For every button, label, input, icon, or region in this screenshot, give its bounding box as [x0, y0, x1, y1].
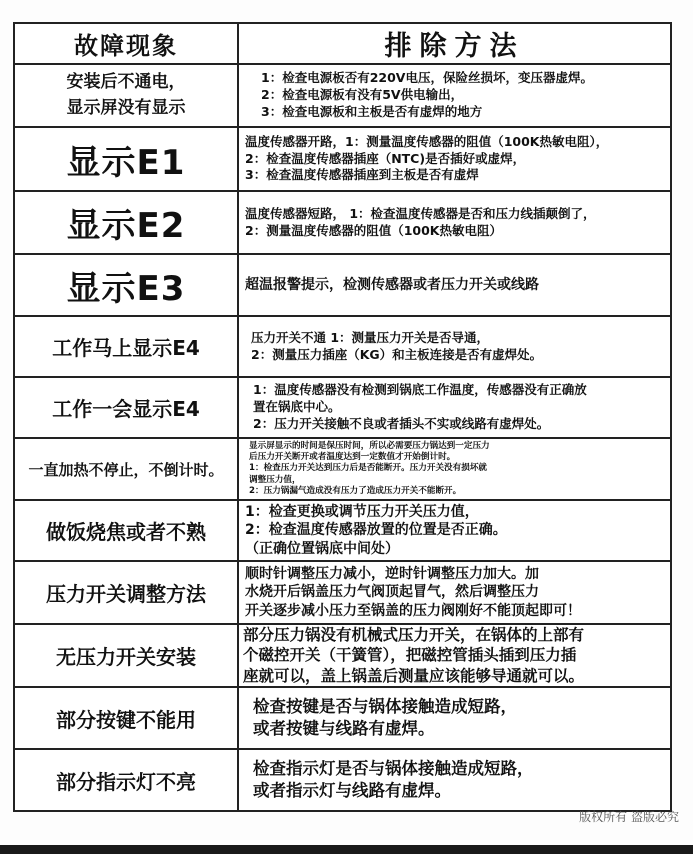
symptom-cell: 部分指示灯不亮 — [14, 749, 238, 811]
symptom-cell: 部分按键不能用 — [14, 687, 238, 749]
header-symptom: 故障现象 — [14, 23, 238, 64]
table-row — [14, 438, 671, 500]
symptom-cell: 工作马上显示E4 — [14, 316, 238, 377]
troubleshooting-table — [13, 22, 672, 812]
solution-cell: 压力开关不通 1：测量压力开关是否导通， 2：测量压力插座（KG）和主板连接是否有虚焊处。 — [238, 316, 671, 377]
solution-cell: 显示屏显示的时间是保压时间，所以必需要压力锅达到一定压力 后压力开关断开或者温度达到一定数值才开始倒计时。 1：检查压力开关达到压力后是否能断开。压力开关没有损坏就 调整压力值， 2：压力锅漏气造成没有压力了造成压力开关不能断开。 — [238, 438, 671, 500]
table-row — [14, 316, 671, 377]
symptom-cell: 安装后不通电， 显示屏没有显示 — [14, 64, 238, 127]
table-row — [14, 749, 671, 811]
table-row — [14, 561, 671, 624]
symptom-cell: 工作一会显示E4 — [14, 377, 238, 438]
table-header-row — [14, 23, 671, 64]
symptom-cell: 显示E1 — [14, 127, 238, 191]
header-solution: 排除方法 — [238, 23, 671, 64]
symptom-cell: 显示E2 — [14, 191, 238, 254]
table-row — [14, 500, 671, 561]
table-row — [14, 127, 671, 191]
solution-cell: 超温报警提示，检测传感器或者压力开关或线路 — [238, 254, 671, 316]
symptom-cell: 显示E3 — [14, 254, 238, 316]
table-row — [14, 377, 671, 438]
solution-cell: 检查指示灯是否与锅体接触造成短路， 或者指示灯与线路有虚焊。 — [238, 749, 671, 811]
solution-cell: 顺时针调整压力减小，逆时针调整压力加大。加 水烧开后锅盖压力气阀顶起冒气，然后调整压力 开关逐步减小压力至锅盖的压力阀刚好不能顶起即可！ — [238, 561, 671, 624]
solution-cell: 检查按键是否与锅体接触造成短路， 或者按键与线路有虚焊。 — [238, 687, 671, 749]
copyright-notice: 版权所有 盗版必究 — [579, 810, 679, 824]
table-row — [14, 191, 671, 254]
solution-cell: 1：检查更换或调节压力开关压力值， 2：检查温度传感器放置的位置是否正确。 （正确位置锅底中间处） — [238, 500, 671, 561]
table-row — [14, 687, 671, 749]
symptom-cell: 一直加热不停止，不倒计时。 — [14, 438, 238, 500]
symptom-cell: 做饭烧焦或者不熟 — [14, 500, 238, 561]
solution-cell: 1：检查电源板否有220V电压，保险丝损坏，变压器虚焊。 2：检查电源板有没有5V供电输出， 3：检查电源板和主板是否有虚焊的地方 — [238, 64, 671, 127]
table-row — [14, 64, 671, 127]
solution-cell: 温度传感器短路， 1：检查温度传感器是否和压力线插颠倒了， 2：测量温度传感器的阻值（100K热敏电阻） — [238, 191, 671, 254]
table-row — [14, 254, 671, 316]
symptom-cell: 压力开关调整方法 — [14, 561, 238, 624]
solution-cell: 部分压力锅没有机械式压力开关，在锅体的上部有 个磁控开关（干簧管），把磁控管插头插到压力插 座就可以，盖上锅盖后测量应该能够导通就可以。 — [238, 624, 671, 687]
bottom-image-strip — [0, 845, 693, 854]
table-row — [14, 624, 671, 687]
solution-cell: 1：温度传感器没有检测到锅底工作温度，传感器没有正确放 置在锅底中心。 2：压力开关接触不良或者插头不实或线路有虚焊处。 — [238, 377, 671, 438]
symptom-cell: 无压力开关安装 — [14, 624, 238, 687]
solution-cell: 温度传感器开路，1：测量温度传感器的阻值（100K热敏电阻）， 2：检查温度传感器插座（NTC)是否插好或虚焊， 3：检查温度传感器插座到主板是否有虚焊 — [238, 127, 671, 191]
